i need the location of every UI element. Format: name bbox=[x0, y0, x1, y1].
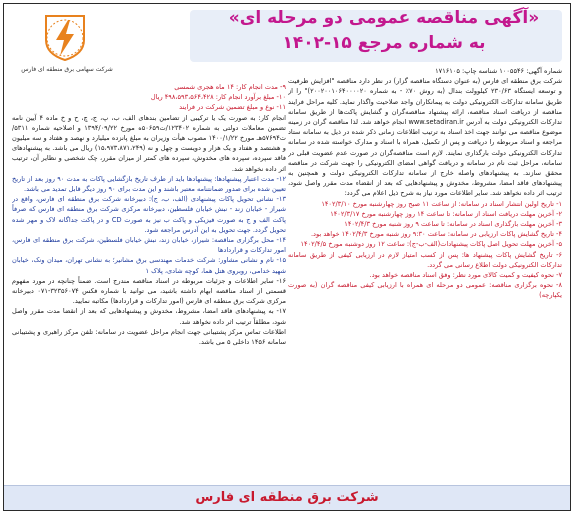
left-column-paragraph: ۹- مدت انجام کار: ۱۴ ماه هجری شمسی bbox=[174, 83, 286, 91]
left-column-paragraph: ۱۷- به پیشنهادهای فاقد امضا، مشروط، مخدوش و پیشنهادهایی که بعد از انقضا مدت مقرر واصل شود، مطلقاً ترتیب اثر داده نخواهد شد. bbox=[12, 307, 286, 326]
right-column-paragraph: ۵- آخرین مهلت تحویل اصل پاکات پیشنهادات(الف-ب-ج): ساعت ۱۲ روز دوشنبه مورخ ۱۴۰۲/۴/۵ bbox=[300, 240, 562, 249]
right-column-paragraph: ۸- نحوه برگزاری مناقصه: عمومی دو مرحله ای همراه با ارزیابی کیفی مناقصه گران (به صورت یکپارچه) bbox=[288, 281, 562, 300]
left-column-paragraph: انجام کار: به صورت یک یا ترکیبی از تضامین بندهای الف، ب، پ، ج، چ، ح و خ ماده ۴ آیین نامه تضمین معاملات دولتی به شماره ۱۲۳۴۰۲/ت۵۰۶۵۹ه مورخ ۱۳۹۴/۰۹/۲۲ و اصلاحیه شماره ۵۳۱۱/ت۵۷۶۹۴هـ مورخ ۱۴۰۰/۱/۲۲ مصوب هیأت وزیران به مبلغ پانزده میلیارد و نهصد و هفتاد و سه میلیون و هشتصد و هفتاد و یک هزار و دویست و چهل و نه (۱۵،۹۷۳،۸۷۱،۲۴۹) ریال می باشد. به پیشنهادهای فاقد سپرده، سپرده های مخدوش، سپرده های کمتر از میزان مقرر، چک شخصی و نظایر آن، ترتیب اثر داده نخواهد شد. bbox=[12, 113, 286, 173]
left-column-paragraph: ۱۰- مبلغ برآورد انجام کار: ۴۹۸،۵۹۳،۵۶۴،۴۲۸ ریال bbox=[150, 93, 286, 102]
right-text-column bbox=[288, 66, 562, 486]
ad-footer bbox=[4, 485, 570, 510]
right-column-paragraph: شماره آگهی: ۱۰۰۵۵۴۶ شناسه چاپ: ۱۷۱۶۱۰۵ bbox=[435, 67, 562, 75]
left-column-paragraph: ۱۱- نوع و مبلغ تضمین شرکت در فرایند bbox=[179, 103, 286, 112]
right-column-paragraph: ۶- تاریخ گشایش پاکات پیشنهاد ها: پس از کسب امتیاز لازم در ارزیابی کیفی از طریق سامانه تدارکات الکترونیکی دولت اطلاع رسانی می گردد. bbox=[288, 250, 562, 269]
right-column-paragraph: ۴- تاریخ گشایش پاکات ارزیابی در سامانه: ساعت ۹:۳۰ روز شنبه مورخ ۱۴۰۲/۴/۳ خواهد بود. bbox=[310, 230, 562, 239]
left-column-paragraph: ۱۵- نام و نشانی مشاور: شرکت خدمات مهندسی برق مشانیر؛ به نشانی تهران، میدان ونک، خیابان شهید خدامی، روبروی هتل هما، کوچه شادی، پلاک ۱ bbox=[12, 256, 286, 275]
ad-subtitle: به شماره مرجع ۱۵-۱۴۰۲ bbox=[282, 33, 486, 53]
right-column-paragraph: ۳- آخرین مهلت بارگذاری اسناد در سامانه: تا ساعت ۹ روز شنبه مورخ ۱۴۰۲/۴/۳ bbox=[344, 220, 562, 229]
right-column-paragraph: شرکت برق منطقه ای فارس (به عنوان دستگاه مناقصه گزار) در نظر دارد مناقصه "افزایش ظرفیت و توسعه ایستگاه ۲۳۰/۶۳ کیلوولت بندال (به روش ۷۰٪ - به شماره ۲۰۰۲۰۰۱۰۶۴۰۰۰۰۲۰)" را از طریق سامانه تدارکات الکترونیکی دولت به پیمانکاران واجد صلاحیت واگذار نماید. کلیه مراحل فرایند مناقصه از دریافت اسناد مناقصه، ارائه پیشنهاد مناقصه‌گران و گشایش پاکت‌ها از طریق سامانه تدارکات الکترونیکی دولت به آدرس www.setadiran.ir انجام خواهد شد. لذا مناقصه گران در زمینه موضوع مناقصه می توانند جهت اخذ اسناد به ترتیب اطلاعات زمانی ذکر شده در ذیل به سامانه ستاد مراجعه و اسناد مربوطه را دریافت و پس از تکمیل، همراه با اسناد و مدارک خواسته شده در سامانه تدارکات الکترونیکی دولت بارگذاری نمایند. لازم است مناقصه‌گران در صورت عدم عضویت قبلی در سامانه، مراحل ثبت نام در سامانه و دریافت گواهی امضای الکترونیکی را جهت شرکت در مناقصه محقق سازند. به پیشنهادهای واصله خارج از سامانه تدارکات الکترونیکی دولت و همچنین به پیشنهادهای فاقد امضا، مشروط، مخدوش و پیشنهادهایی که بعد از انقضاء مدت مقرر واصل شود، ترتیب اثر داده نخواهد شد. سایر اطلاعات مورد نیاز به شرح ذیل اعلام می گردد: bbox=[288, 77, 562, 198]
lightning-bolt-logo-icon bbox=[40, 10, 90, 64]
left-column-paragraph: ۱۳- نشانی تحویل پاکات پیشنهادی (الف، ب، ج): دبیرخانه شرکت برق منطقه ای فارس، واقع در شیراز - خیابان زند - نبش خیابان فلسطین، دبیرخانه مرکزی شرکت برق منطقه ای فارس که صرفاً پاکت الف و ج به صورت فیزیکی و پاکت ب نیز به صورت CD و در پاکت جداگانه لاک و مهر شده تحویل گردد. جهت تحویل به این آدرس مراجعه شود. bbox=[12, 195, 286, 234]
left-column-paragraph: اطلاعات تماس مرکز پشتیبانی جهت انجام مراحل عضویت در سامانه: تلفن مرکز راهبری و پشتیبانی سامانه ۱۴۵۶ داخلی ۵ می باشد. bbox=[12, 327, 286, 347]
left-text-column bbox=[12, 82, 286, 486]
left-column-paragraph: ۱۶- سایر اطلاعات و جزئیات مربوطه در اسناد مناقصه مندرج است. ضمناً چنانچه در مورد مفهوم قسمتی از اسناد مناقصه ابهام داشته باشید، می توانید با شماره فکس ۳۲۳۵۶۰۷۴-۰۷۱ دبیرخانه مرکزی شرکت برق منطقه ای فارس (امور تدارکات و قراردادها) مکاتبه نمایید. bbox=[12, 276, 286, 306]
logo-caption: شرکت سهامی برق منطقه ای فارس bbox=[21, 66, 113, 73]
right-column-paragraph: ۷- نحوه کیفیت و کمیت کالای مورد نظر: وفق اسناد مناقصه خواهد بود. bbox=[369, 271, 562, 280]
tender-advertisement bbox=[3, 3, 571, 511]
ad-title: «آگهی مناقصه عمومی دو مرحله ای» bbox=[228, 8, 540, 28]
right-column-paragraph: ۲- آخرین مهلت دریافت اسناد از سامانه: تا ساعت ۱۴ روز چهارشنبه مورخ ۱۴۰۲/۳/۱۷ bbox=[330, 209, 562, 218]
right-column-paragraph: ۱- تاریخ اولین انتشار اسناد در سامانه: از ساعت ۱۱ صبح روز چهارشنبه مورخ ۱۴۰۲/۳/۱۰ bbox=[321, 199, 562, 208]
footer-company-name: شرکت برق منطقه ای فارس bbox=[195, 490, 379, 505]
left-column-paragraph: ۱۲- مدت اعتبار پیشنهادها: پیشنهادها باید از طرف تاریخ بازگشایی پاکات به مدت ۹۰ روز بعد از تاریخ تعیین شده برای صدور ضمانتنامه معتبر باشند و این مدت برای ۹۰ روز دیگر قابل تمدید می باشد. bbox=[12, 174, 286, 194]
left-column-paragraph: ۱۴- محل برگزاری مناقصه: شیراز، خیابان زند، نبش خیابان فلسطین، شرکت برق منطقه ای فارس، امور تدارکات و قراردادها bbox=[12, 236, 286, 255]
